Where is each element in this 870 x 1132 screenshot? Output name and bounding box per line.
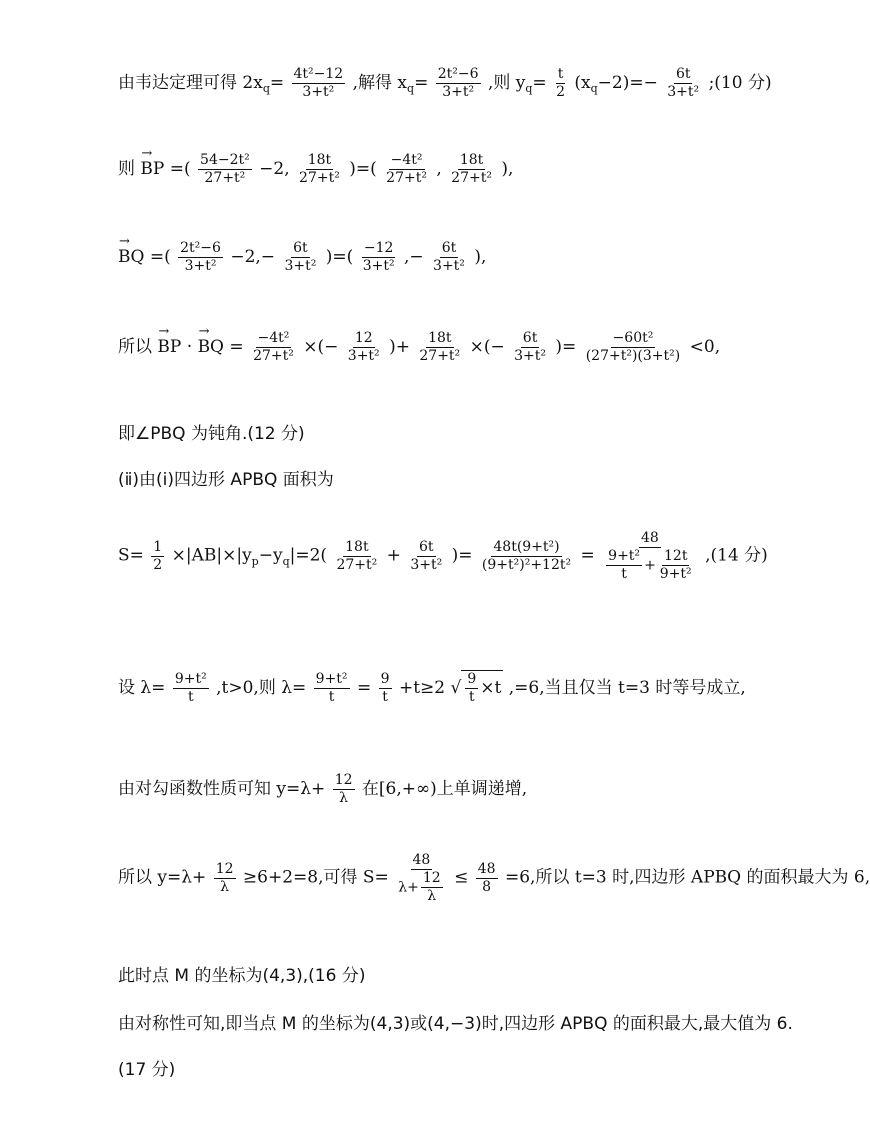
fraction: $\frac{\text{−4t²}}{\text{27+t²}}$ bbox=[253, 330, 294, 364]
fraction: $\frac{6t}{\text{3+t²}}$ bbox=[284, 240, 317, 274]
vector-bq: → BQ bbox=[118, 247, 144, 267]
fraction: $\frac{\text{−60t²}}{\text{(27+t²)(3+t²)}}$ bbox=[585, 330, 681, 364]
vector-bq: → BQ bbox=[198, 337, 224, 357]
fraction: $\frac{\text{9+t²}}{t}$ bbox=[174, 671, 207, 705]
fraction: $\frac{\text{9+t²}}{t}$ bbox=[315, 671, 348, 705]
fraction: $\frac{1}{2}$ bbox=[153, 538, 163, 573]
fraction: $\frac{18t}{\text{27+t²}}$ bbox=[299, 152, 340, 186]
text-symmetry-conclusion: 由对称性可知,即当点 M 的坐标为(4,3)或(4,−3)时,四边形 APBQ 的面积最大,最大值为 6. bbox=[118, 1014, 793, 1034]
fraction: $\frac{6t}{\text{3+t²}}$ bbox=[433, 240, 465, 274]
formula-line-monotonic: 由对勾函数性质可知 y=λ+ $\frac{12}{\lambda}$ 在[6,+∞)上单调递增, bbox=[118, 772, 528, 806]
fraction: $\frac{48}{8}$ bbox=[477, 860, 496, 895]
formula-line-maximum: 所以 y=λ+ $\frac{12}{\lambda}$ ≥6+2=8,可得 S= 48 λ+ $\frac{12}{\lambda}$ ≤ $\frac{48}{8}$ =6,所以 t=3 时,四边形 APBQ 的面积最大为 6, bbox=[118, 852, 870, 904]
fraction: 48 λ+ $\frac{12}{\lambda}$ bbox=[398, 852, 441, 904]
fraction: $\frac{12}{\lambda}$ bbox=[334, 772, 353, 806]
vector-bp: → BP bbox=[157, 337, 181, 357]
text-obtuse-angle: 即∠PBQ 为钝角.(12 分) bbox=[118, 424, 305, 444]
fraction: $\frac{\text{2t²−6}}{\text{3+t²}}$ bbox=[180, 240, 221, 274]
formula-line-vector-bp: 则 → BP =( $\frac{\text{54−2t²}}{\text{27+t²}}$ −2, $\frac{18t}{\text{27+t²}}$ )=( $\frac{\text{−4t²}}{\text{27+t²}}$ , $\frac{18t}{\text{27+t²}}$ ), bbox=[118, 152, 513, 187]
text-score-17: (17 分) bbox=[118, 1060, 176, 1080]
fraction: $\frac{6t}{\text{3+t²}}$ bbox=[667, 66, 700, 100]
fraction: $\frac{18t}{\text{27+t²}}$ bbox=[336, 538, 378, 573]
formula-line-lambda: 设 λ= $\frac{\text{9+t²}}{t}$ ,t>0,则 λ= $\frac{\text{9+t²}}{t}$ = $\frac{9}{t}$ +t≥2 √ $\frac{9}{t}$ ×t ,=6,当且仅当 t=3 时等号成立, bbox=[118, 671, 746, 705]
sqrt-sign: √ bbox=[450, 677, 462, 698]
sqrt-body: $\frac{9}{t}$ ×t bbox=[461, 670, 503, 706]
fraction: $\frac{\text{2t²−6}}{\text{3+t²}}$ bbox=[437, 66, 479, 100]
formula-line-vector-bq: → BQ =( $\frac{\text{2t²−6}}{\text{3+t²}}$ −2,− $\frac{6t}{\text{3+t²}}$ )=( $\frac{-12}{\text{3+t²}}$ ,− $\frac{6t}{\text{3+t²}}$ ), bbox=[118, 240, 486, 275]
fraction: $\frac{12}{\lambda}$ bbox=[215, 860, 234, 895]
fraction: $\frac{\text{48t(9+t²)}}{\text{(9+t²)²+12t²}}$ bbox=[481, 538, 572, 573]
fraction: 48 $\frac{\text{9+t²}}{t}$ + $\frac{12t}{\text{9+t²}}$ bbox=[608, 530, 692, 582]
fraction: $\frac{6t}{\text{3+t²}}$ bbox=[410, 538, 443, 573]
fraction: $\frac{12}{\text{3+t²}}$ bbox=[347, 330, 380, 364]
text-point-m: 此时点 M 的坐标为(4,3),(16 分) bbox=[118, 966, 366, 986]
fraction: $\frac{\text{54−2t²}}{\text{27+t²}}$ bbox=[200, 152, 250, 186]
fraction: $\frac{\text{−4t²}}{\text{27+t²}}$ bbox=[386, 152, 427, 186]
fraction: $\frac{-12}{\text{3+t²}}$ bbox=[362, 240, 395, 274]
formula-line-dot-product: 所以 → BP · → BQ = $\frac{\text{−4t²}}{\text{27+t²}}$ ×(− $\frac{12}{\text{3+t²}}$ )+ $\frac{18t}{\text{27+t²}}$ ×(− $\frac{6t}{\text{3+t²}}$ )= $\frac{\text{−60t²}}{\text{(27+t²)(3+t²)}}$ <0, bbox=[118, 330, 720, 365]
fraction: $\frac{\text{4t²−12}}{\text{3+t²}}$ bbox=[293, 66, 344, 100]
vector-bp: → BP bbox=[140, 159, 164, 179]
text-area-heading: (ⅱ)由(ⅰ)四边形 APBQ 面积为 bbox=[118, 470, 334, 490]
fraction: $\frac{9}{t}$ bbox=[380, 671, 390, 705]
fraction: $\frac{6t}{\text{3+t²}}$ bbox=[514, 330, 547, 364]
formula-line-area: S= $\frac{1}{2}$ $\times|AB|\times|y_p-y_q|=2$( $\frac{18t}{\text{27+t²}}$ + $\frac{6t}{\text{3+t²}}$ )= $\frac{\text{48t(9+t²)}}{\text{(9+t²)²+12t²}}$ = 48 $\frac{\text{9+t²}}{t}$ + $\frac{12t}{\text{9+t²}}$ ,(14 分) bbox=[118, 530, 768, 582]
fraction: $\frac{18t}{\text{27+t²}}$ bbox=[419, 330, 461, 364]
fraction: $\frac{t}{2}$ bbox=[556, 66, 565, 100]
fraction: $\frac{18t}{\text{27+t²}}$ bbox=[451, 152, 492, 186]
formula-line-vieta: 由韦达定理可得 $2x_q=$ $\frac{\text{4t²−12}}{\text{3+t²}}$ ,解得 $x_q=$ $\frac{\text{2t²−6}}{\text{3+t²}}$ ,则 $y_q=$ $\frac{t}{2}$ $(x_q-2)=-$ $\frac{6t}{\text{3+t²}}$ ;(10 分) bbox=[118, 66, 772, 100]
